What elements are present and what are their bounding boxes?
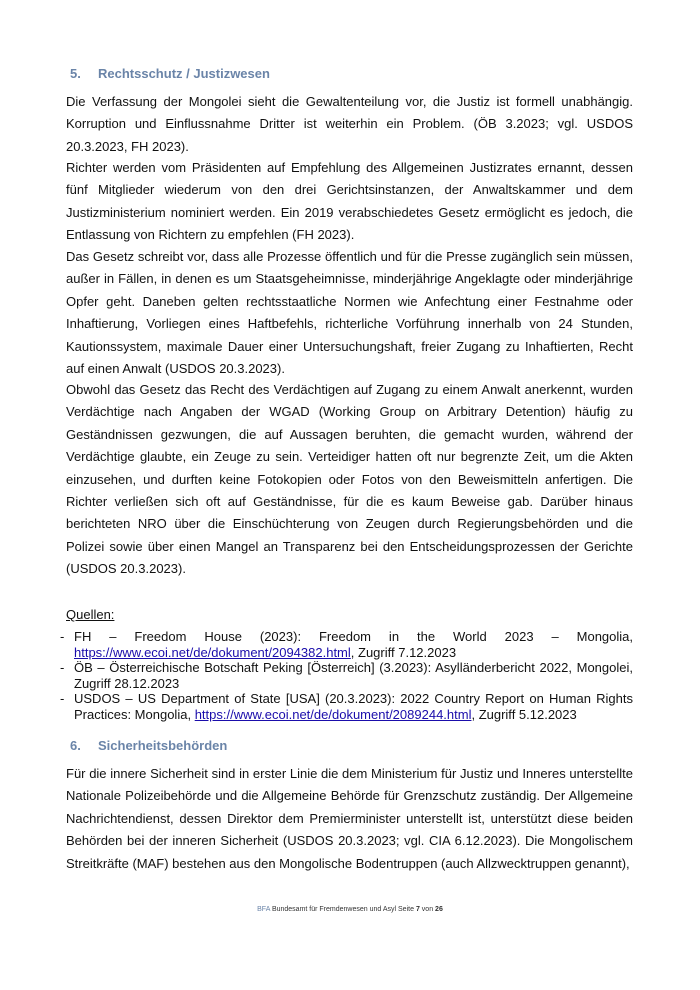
source-item [60,629,633,660]
source-text: USDOS – US Department of State [USA] (20.3.2023): 2022 Country Report on Human Rights Practices: Mongolia, [74,691,633,722]
footer-page-total: 26 [435,906,443,913]
section-title: Rechtsschutz / Justizwesen [98,66,270,81]
sources-list [60,629,633,723]
section-title: Sicherheitsbehörden [98,738,228,753]
paragraph: Richter werden vom Präsidenten auf Empfehlung des Allgemeinen Justizrates ernannt, dessen fünf Mitglieder wiederum von den drei Gerichtsinstanzen, der Anwaltskammer und dem Justizministerium nominiert werden. Ein 2019 verabschiedetes Gesetz ermöglicht es jedoch, die Entlassung von Richtern zu empfehlen (FH 2023). [66,160,633,243]
bfa-logo: BFA [257,906,270,913]
list-dash: - [60,691,65,707]
footer-page-word: Seite [398,906,414,913]
footer-of-word: von [421,906,434,913]
sources-label: Quellen: [66,607,115,622]
section-number: 6. [70,738,81,753]
footer-org: Bundesamt für Fremdenwesen und Asyl [271,906,397,913]
source-access: , Zugriff 5.12.2023 [471,706,577,722]
footer-page-number: 7 [415,906,420,913]
source-text: ÖB – Österreichische Botschaft Peking [Österreich] (3.2023): Asylländerbericht 2022, Mongolei, Zugriff 28.12.2023 [74,660,633,691]
source-item [60,691,633,722]
source-text: FH – Freedom House (2023): Freedom in the World 2023 – Mongolia, [74,629,633,644]
section-5-heading [66,66,270,81]
source-access: , Zugriff 7.12.2023 [350,644,457,660]
section-6-heading [66,738,227,753]
section-number: 5. [70,66,81,81]
paragraph: Das Gesetz schreibt vor, dass alle Prozesse öffentlich und für die Presse zugänglich sein müssen, außer in Fällen, in denen es um Staatsgeheimnisse, minderjährige Angeklagte oder minderjährige Opfer geht. Daneben gelten rechtsstaatliche Normen wie Anfechtung einer Festnahme oder Inhaftierung, Vorliegen eines Haftbefehls, richterliche Vorführung innerhalb von 24 Stunden, Kautionssystem, maximale Dauer einer Untersuchungshaft, freier Zugang zu Inhaftierten, Recht auf einen Anwalt (USDOS 20.3.2023). [66,249,633,377]
source-item [60,660,633,691]
source-link[interactable]: https://www.ecoi.net/de/dokument/2089244.html [194,706,472,722]
paragraph: Die Verfassung der Mongolei sieht die Gewaltenteilung vor, die Justiz ist formell unabhängig. Korruption und Einflussnahme Dritter ist weiterhin ein Problem. (ÖB 3.2023; vgl. USDOS 20.3.2023, FH 2023). [66,94,633,154]
paragraph: Obwohl das Gesetz das Recht des Verdächtigen auf Zugang zu einem Anwalt anerkennt, wurden Verdächtige nach Angaben der WGAD (Working Group on Arbitrary Detention) häufig zu Geständnissen gezwungen, die auf Aussagen beruhten, die gemacht wurden, während der Verdächtige glaubte, ein Zeuge zu sein. Verteidiger hatten oft nur begrenzte Zeit, um die Akten einzusehen, und durften keine Fotokopien oder Fotos von den Beweismitteln anfertigen. Die Richter verließen sich oft auf Geständnisse, für die es kaum Beweise gab. Darüber hinaus berichteten NRO über die Einschüchterung von Zeugen durch Regierungsbehörden und die Polizei sowie über einen Mangel an Transparenz bei den Entscheidungsprozessen der Gerichte (USDOS 20.3.2023). [66,382,633,577]
list-dash: - [60,629,65,644]
source-link[interactable]: https://www.ecoi.net/de/dokument/2094382.html [74,644,351,660]
page-footer [0,906,700,913]
paragraph: Für die innere Sicherheit sind in erster Linie die dem Ministerium für Justiz und Inneres unterstellte Nationale Polizeibehörde und die Allgemeine Behörde für Grenzschutz zuständig. Der Allgemeine Nachrichtendienst, dessen Direktor dem Premierminister unterstellt ist, unterstützt diese beiden Behörden bei der inneren Sicherheit (USDOS 20.3.2023; vgl. CIA 6.12.2023). Die Mongolischem Streitkräfte (MAF) bestehen aus den Mongolische Bodentruppen (auch Allzwecktruppen genannt), [66,766,633,871]
list-dash: - [60,660,65,676]
